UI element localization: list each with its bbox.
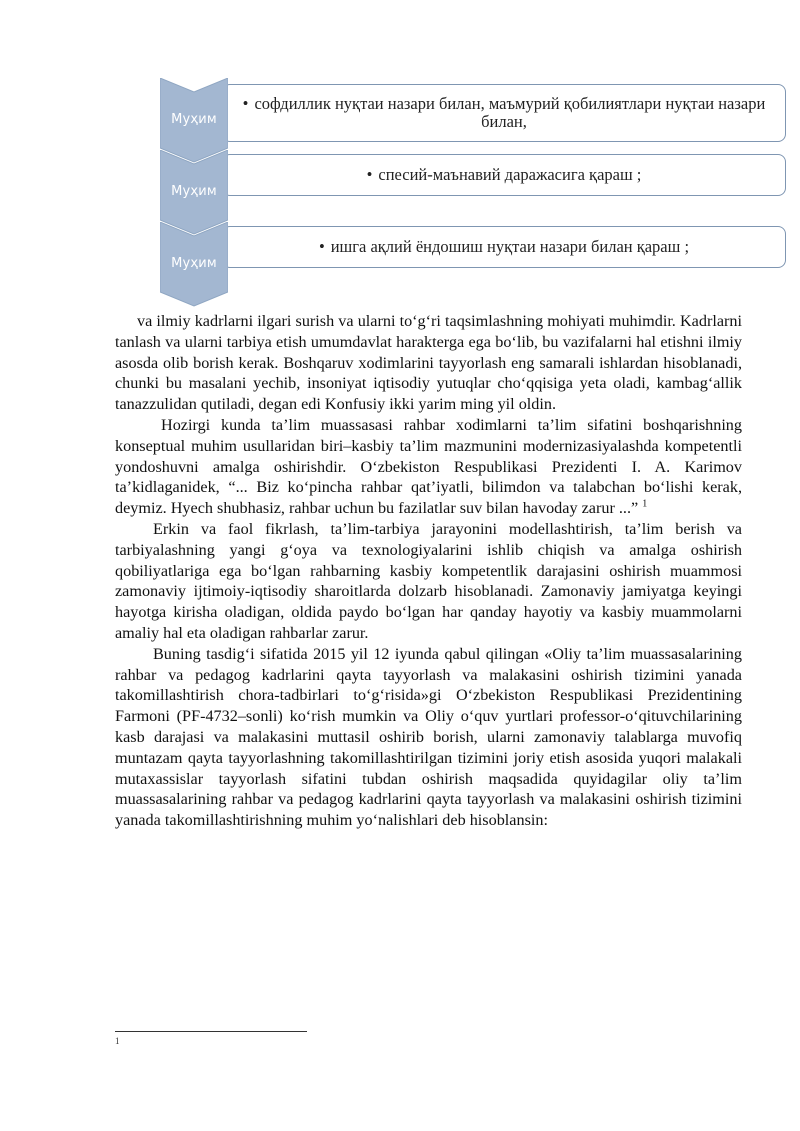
diagram-label-1: Муҳим — [171, 112, 217, 127]
bullet-icon: • — [366, 165, 373, 184]
paragraph-2-text: Hozirgi kunda ta’lim muassasasi rahbar xodimlarni ta’lim sifatini boshqarishning konseptual muhim usullaridan biri–kasbiy ta’lim mazmunini modernizasiyalashda kompetentli yondoshuvni amalga oshirishdir. O‘zbekiston Respublikasi Prezidenti I. A. Karimov ta’kidlaganidek, “... Biz ko‘pincha rahbar qat’iyatli, bilimdon va talabchan bo‘lishi kerak, deymiz. Hyech shubhasiz, rahbar uchun bu fazilatlar suv bilan havoday zarur ...” — [115, 415, 742, 518]
diagram-row-2 — [160, 150, 790, 220]
body-text — [115, 311, 742, 831]
footnote-reference[interactable]: 1 — [642, 498, 648, 510]
diagram-text-2: спесий-маънавий даражасига қараш ; — [378, 165, 642, 184]
diagram-box-3 — [222, 226, 786, 268]
chevron-shape-3 — [160, 222, 228, 318]
paragraph-2 — [115, 415, 742, 519]
diagram-row-3 — [160, 222, 790, 292]
importance-diagram — [160, 78, 790, 308]
bullet-icon: • — [318, 237, 325, 256]
bullet-icon: • — [242, 94, 249, 113]
diagram-box-1 — [222, 84, 786, 142]
paragraph-1: va ilmiy kadrlarni ilgari surish va ularni to‘g‘ri taqsimlashning mohiyati muhimdir. Kadrlarni tanlash va ularni tarbiya etish umumdavlat harakterga ega bo‘lib, bu vazifalarni hal etishni ilmiy asosda olib borish kerak. Boshqaruv xodimlarini tayyorlash eng samarali ishlardan hisoblanadi, chunki bu masalani yechib, insoniyat iqtisodiy yutuqlar cho‘qqisiga yeta oladi, kambag‘allik tanazzulidan qutiladi, degan edi Konfusiy ikki yarim ming yil oldin. — [115, 312, 742, 414]
paragraph-4: Buning tasdig‘i sifatida 2015 yil 12 iyunda qabul qilingan «Oliy ta’lim muassasalarining rahbar va pedagog kadrlarini qayta tayyorlash va malakasini oshirish tizimini yanada takomillashtirish chora-tadbirlari to‘g‘risida»gi O‘zbekiston Respublikasi Prezidentining Farmoni (PF-4732–sonli) ko‘rish mumkin va Oliy o‘quv yurtlari professor-o‘qituvchilarining kasb darajasi va malakasini muttasil oshirib borish, ularni zamonaviy talablarga muvofiq muntazam qayta tayyorlashning takomillashtirilgan tizimini joriy etish asosida yuqori malakali mutaxassislar tayyorlash sifatini tubdan oshirish maqsadida quyidagilar oliy ta’lim muassasalarining rahbar va pedagog kadrlarini qayta tayyorlash va malakasini oshirish tizimini yanada takomillashtirishning muhim yo‘nalishlari deb hisoblansin: — [115, 644, 742, 830]
paragraph-3: Erkin va faol fikrlash, ta’lim-tarbiya jarayonini modellashtirish, ta’lim berish va tarbiyalashning yangi g‘oya va texnologiyalarini ishlib chiqish va amalga oshirish qobiliyatlariga ega bo‘lgan rahbarning kasbiy kompetentlik darajasini oshirish muammosi zamonaviy ijtimoiy-iqtisodiy sharoitlarda dolzarb hisoblanadi. Zamonaviy jamiyatga keyingi hayotga kirisha oladigan, oldida paydo bo‘lgan har qanday hayotiy va kasbiy muammolarni amaliy hal eta oladigan rahbarlar zarur. — [115, 519, 742, 642]
diagram-text-1: софдиллик нуқтаи назари билан, маъмурий қобилиятлари нуқтаи назари билан, — [254, 94, 766, 131]
diagram-box-2 — [222, 154, 786, 196]
footnote-separator — [115, 1031, 307, 1032]
diagram-text-3: ишга ақлий ёндошиш нуқтаи назари билан қараш ; — [330, 237, 690, 256]
footnote-mark: 1 — [115, 1036, 120, 1046]
diagram-label-3: Муҳим — [171, 256, 217, 271]
diagram-label-2: Муҳим — [171, 184, 217, 199]
diagram-row-1 — [160, 78, 790, 148]
